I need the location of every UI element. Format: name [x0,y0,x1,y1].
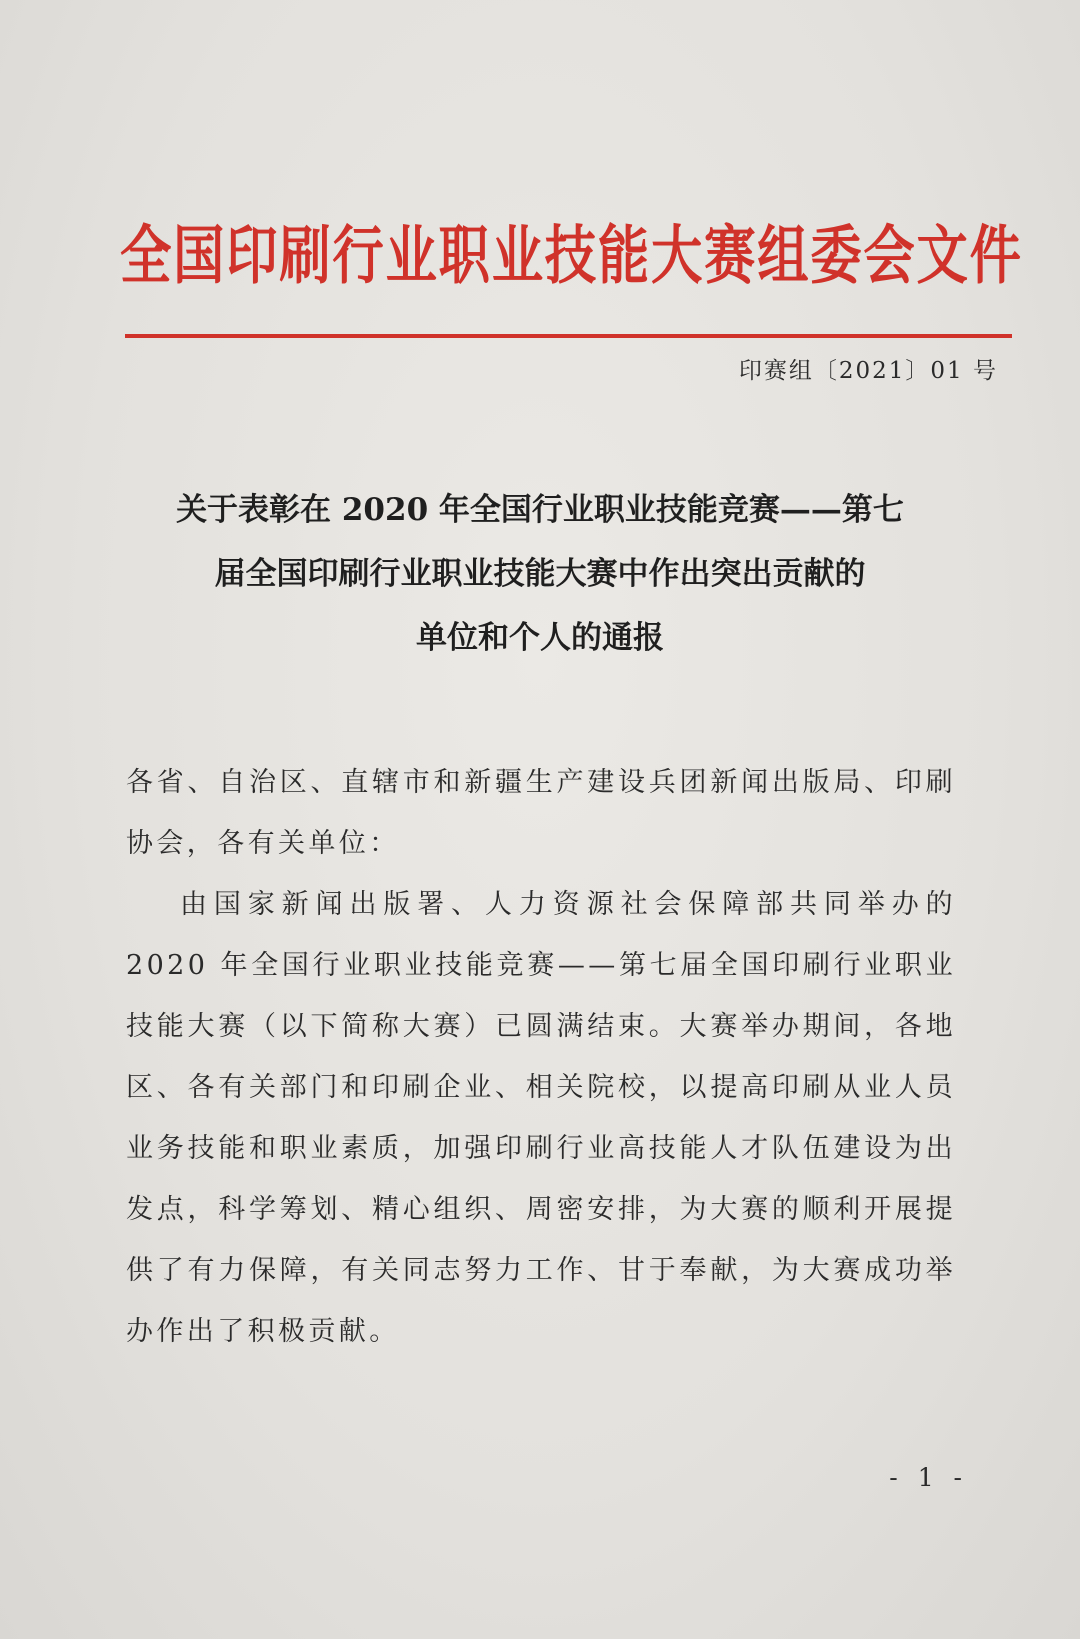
notice-title [0,478,1080,670]
notice-title-line-2: 届全国印刷行业职业技能大赛中作出突出贡献的 [214,556,866,592]
notice-body [126,752,956,1362]
header-red-rule [125,334,1012,338]
document-number: 印赛组〔2021〕01 号 [738,358,998,384]
notice-title-line-3: 单位和个人的通报 [416,620,664,656]
salutation: 各省、自治区、直辖市和新疆生产建设兵团新闻出版局、印刷协会，各有关单位： [126,767,956,859]
org-header-title: 全国印刷行业职业技能大赛组委会文件 [120,218,1023,293]
body-paragraph: 由国家新闻出版署、人力资源社会保障部共同举办的 2020 年全国行业职业技能竞赛——第七届全国印刷行业职业技能大赛（以下简称大赛）已圆满结束。大赛举办期间，各地区、各有关部门和印刷企业、相关院校，以提高印刷从业人员业务技能和职业素质，加强印刷行业高技能人才队伍建设为出发点，科学筹划、精心组织、周密安排，为大赛的顺利开展提供了有力保障，有关同志努力工作、甘于奉献，为大赛成功举办作出了积极贡献。 [126,889,956,1347]
notice-title-line-1: 关于表彰在 2020 年全国行业职业技能竞赛——第七 [176,492,904,528]
page-number: - 1 - [889,1463,968,1492]
